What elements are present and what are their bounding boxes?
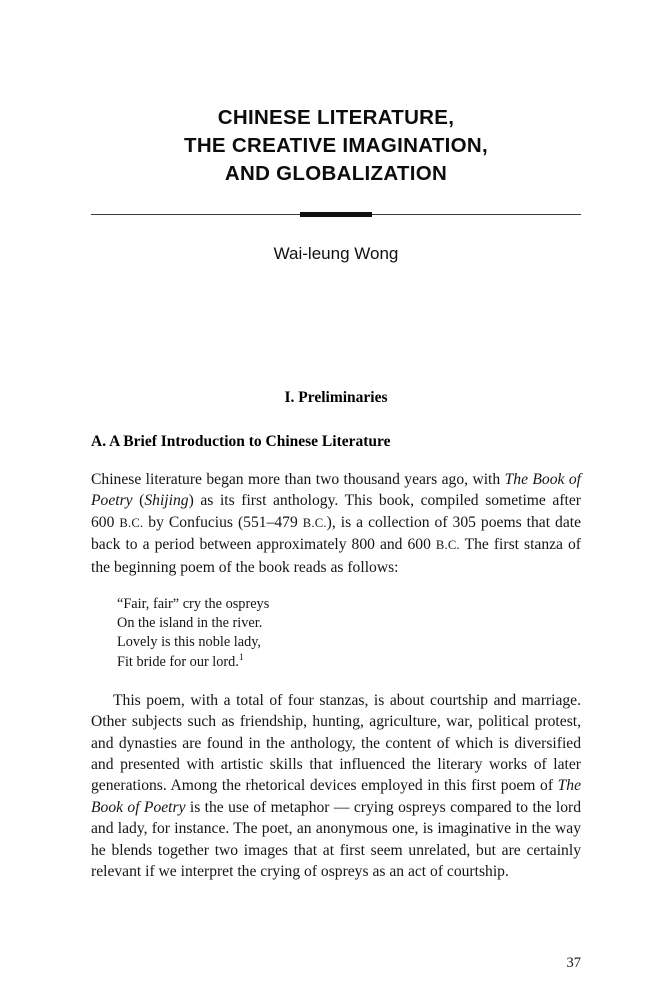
paragraph-intro (91, 469, 581, 578)
para1-italic2: Shijing (144, 492, 189, 510)
para2-run2: is the use of metaphor — crying ospreys compared to the lord and lady, for instance. The poet, an anonymous one, is imaginative in the way he blends together two images that at first seem unrelated, but are certainly relevant if we interpret the crying of ospreys as an act of courtship. (91, 798, 581, 881)
para1-run5: ), is a collection of 305 poems that date back to a period between approximately 800 and 600 (91, 513, 581, 554)
para1-smallcaps3: B.C. (435, 538, 460, 553)
title-line-3: AND GLOBALIZATION (224, 162, 448, 185)
title-line-2: THE CREATIVE IMAGINATION, (184, 134, 488, 157)
para1-run1: Chinese literature began more than two thousand years ago, with (91, 471, 505, 488)
para1-italic1: The Book of Poetry (91, 471, 581, 510)
poem-line-2: On the island in the river. (117, 615, 263, 632)
para1-run2: ( (132, 492, 145, 510)
para1-run6: The first stanza of the beginning poem of the book reads as follows: (91, 536, 581, 576)
para1-run4: by Confucius (551–479 (143, 513, 303, 531)
para1-run3: ) as its first anthology. This book, compiled sometime after 600 (91, 492, 581, 531)
title-line-1: CHINESE LITERATURE, (217, 106, 455, 129)
paragraph-commentary (91, 690, 581, 883)
poem-line-1: “Fair, fair” cry the ospreys (117, 596, 270, 613)
para2-italic1: The Book of Poetry (91, 777, 581, 816)
divider-rule-left (91, 214, 300, 215)
poem-line-4 (117, 653, 581, 672)
page-title (91, 104, 581, 188)
author-name: Wai-leung Wong (273, 244, 399, 263)
poem-line-4-text: Fit bride for our lord. (117, 653, 239, 670)
page-number: 37 (566, 955, 581, 971)
divider-rule-right (372, 214, 581, 215)
divider-rule-center (300, 212, 372, 217)
title-divider (91, 207, 581, 221)
poem-quote (117, 595, 581, 672)
page-content (91, 104, 581, 883)
subsection-heading: A. A Brief Introduction to Chinese Literature (91, 433, 391, 450)
footnote-marker: 1 (238, 652, 244, 663)
para1-smallcaps1: B.C. (119, 515, 144, 530)
poem-line-3: Lovely is this noble lady, (117, 634, 262, 651)
section-heading: I. Preliminaries (284, 389, 388, 406)
para1-smallcaps2: B.C. (302, 515, 327, 530)
para2-run1: This poem, with a total of four stanzas, is about courtship and marriage. Other subjects such as friendship, hunting, agriculture, war, political protest, and dynasties are found in the anthology, the content of which is diversified and presented with artistic skills that influenced the literary works of later generations. Among the rhetorical devices employed in this first poem of (91, 691, 581, 795)
